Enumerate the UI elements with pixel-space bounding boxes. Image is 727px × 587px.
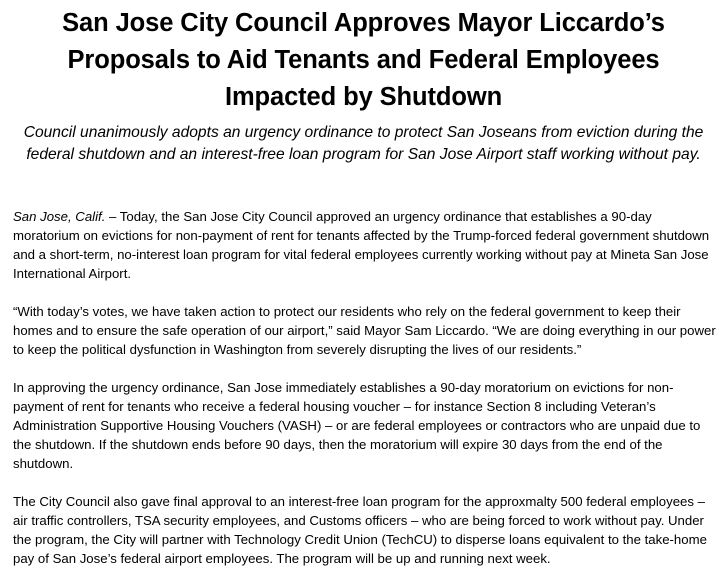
- paragraph-1-text: – Today, the San Jose City Council approved an urgency ordinance that establishes a 90-day moratorium on evictions for non-payment of rent for tenants affected by the Trump-forced federal government shutdown and a short-term, no-interest loan program for vital federal employees currently working without pay at Mineta San Jose International Airport.: [13, 209, 710, 281]
- paragraph-4: The City Council also gave final approval to an interest-free loan program for the approxmalty 500 federal employees – air traffic controllers, TSA security employees, and Customs officers – who are being forced to work without pay. Under the program, the City will partner with Technology Credit Union (TechCU) to disperse loans equivalent to the take-home pay of San Jose’s federal airport employees. The program will be up and running next week.: [13, 494, 707, 566]
- paragraph-3: In approving the urgency ordinance, San Jose immediately establishes a 90-day moratorium on evictions for non-payment of rent for tenants who receive a federal housing voucher – for instance Section 8 including Veteran’s Administration Supportive Housing Vouchers (VASH) – or are federal employees or contractors who are unpaid due to the shutdown. If the shutdown ends before 90 days, then the moratorium will expire 30 days from the end of the shutdown.: [13, 380, 701, 471]
- dateline: San Jose, Calif.: [13, 209, 106, 224]
- paragraph-1: [13, 207, 718, 283]
- headline: San Jose City Council Approves Mayor Liccardo’s Proposals to Aid Tenants and Federal Employees Impacted by Shutdown: [62, 9, 665, 111]
- article-body: [13, 207, 718, 587]
- paragraph-2: “With today’s votes, we have taken action to protect our residents who rely on the federal government to keep their homes and to ensure the safe operation of our airport,” said Mayor Sam Liccardo. “We are doing everything in our power to keep the political dysfunction in Washington from severely disrupting the lives of our residents.”: [13, 304, 716, 357]
- subheadline: Council unanimously adopts an urgency ordinance to protect San Joseans from eviction during the federal shutdown and an interest-free loan program for San Jose Airport staff working without pay.: [23, 124, 704, 163]
